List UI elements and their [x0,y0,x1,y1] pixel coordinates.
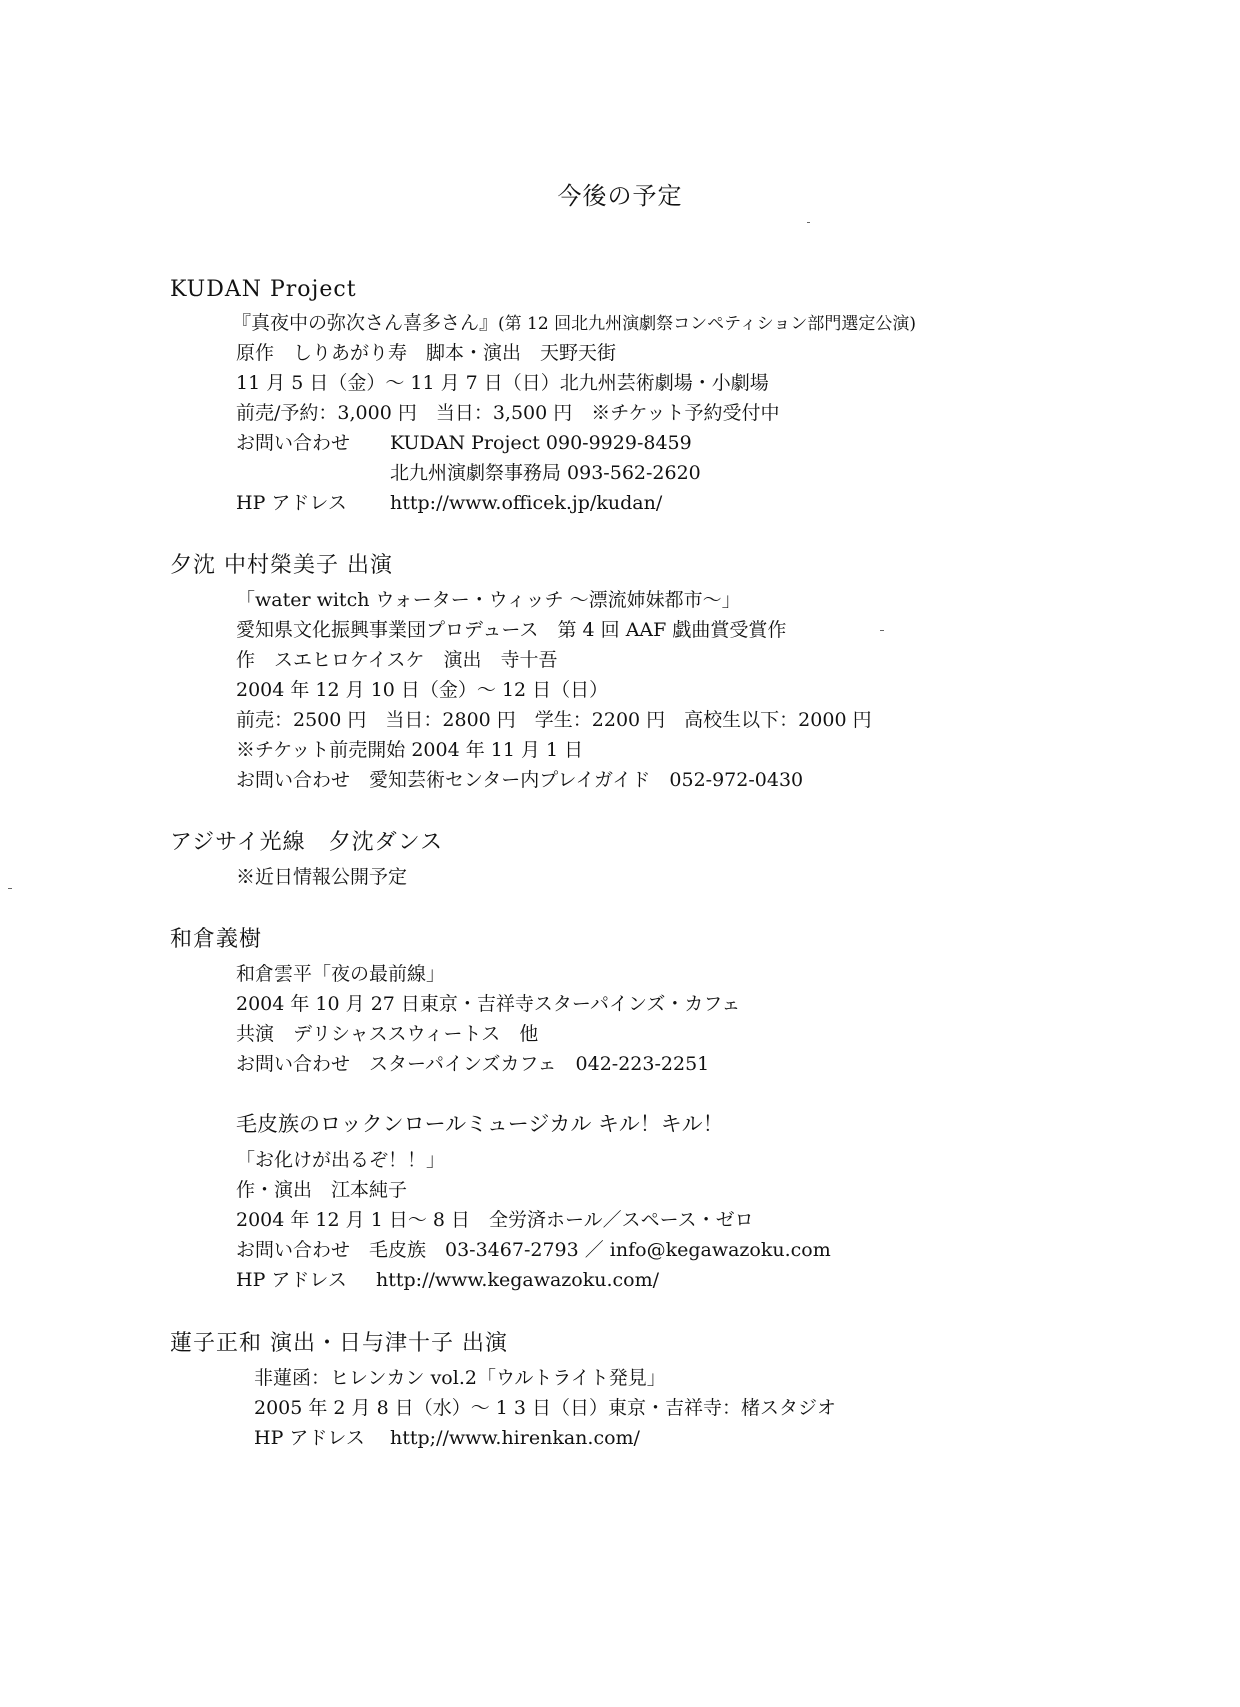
kudan-dates: 11 月 5 日（金）～ 11 月 7 日（日）北九州芸術劇場・小劇場 [236,372,769,394]
kudan-contact-1: KUDAN Project 090-9929-8459 [390,432,692,454]
yuchin-contact: お問い合わせ 愛知芸術センター内プレイガイド 052-972-0430 [236,769,804,791]
scan-speck [880,630,884,631]
ajisai-note: ※近日情報公開予定 [236,866,408,888]
wakura-event2-dates: 2004 年 12 月 1 日～ 8 日 全労済ホール／スペース・ゼロ [236,1209,754,1231]
wakura-event1-dates: 2004 年 10 月 27 日東京・吉祥寺スターパインズ・カフェ [236,993,741,1015]
wakura-event1-cast: 共演 デリシャススウィートス 他 [236,1023,539,1045]
hasuko-hp-label: HP アドレス [254,1427,365,1449]
section-heading-ajisai: アジサイ光線 夕沈ダンス [170,830,444,855]
hasuko-dates: 2005 年 2 月 8 日（水）～ 1 3 日（日）東京・吉祥寺：楮スタジオ [254,1397,837,1419]
kudan-credits: 原作 しりあがり寿 脚本・演出 天野天街 [236,342,617,364]
yuchin-price: 前売：2500 円 当日：2800 円 学生：2200 円 高校生以下：2000 円 [236,709,872,731]
wakura-event2-subtitle: 「お化けが出るぞ！！」 [236,1149,446,1171]
yuchin-ticket-note: ※チケット前売開始 2004 年 11 月 1 日 [236,739,584,761]
section-heading-kudan: KUDAN Project [170,277,357,302]
yuchin-producer: 愛知県文化振興事業団プロデュース 第 4 回 AAF 戯曲賞受賞作 [236,619,787,641]
hasuko-title: 非蓮函：ヒレンカン vol.2「ウルトライト発見」 [254,1367,666,1389]
wakura-event2-hp-label: HP アドレス [236,1269,347,1291]
yuchin-credits: 作 スエヒロケイスケ 演出 寺十吾 [236,649,558,671]
hasuko-hp-url: http;//www.hirenkan.com/ [390,1427,640,1449]
wakura-event2-contact: お問い合わせ 毛皮族 03-3467-2793 ／ info@kegawazoku.com [236,1239,831,1261]
section-heading-yuchin: 夕沈 中村榮美子 出演 [170,553,393,578]
kudan-play-line [232,311,916,336]
scan-speck [807,222,810,223]
section-heading-hasuko: 蓮子正和 演出・日与津十子 出演 [170,1331,508,1356]
wakura-event1-contact: お問い合わせ スターパインズカフェ 042-223-2251 [236,1053,710,1075]
wakura-event2-credits: 作・演出 江本純子 [236,1179,408,1201]
page-title: 今後の予定 [557,182,683,210]
kudan-hp-label: HP アドレス [236,492,347,514]
kudan-contact-label: お問い合わせ [236,432,351,454]
kudan-play-title: 『真夜中の弥次さん喜多さん』 [232,312,499,334]
wakura-event2-hp-url: http://www.kegawazoku.com/ [376,1269,660,1291]
wakura-event1-title: 和倉雲平「夜の最前線」 [236,963,446,985]
kudan-price: 前売/予約：3,000 円 当日：3,500 円 ※チケット予約受付中 [236,402,780,424]
kudan-play-note: (第 12 回北九州演劇祭コンペティション部門選定公演) [498,314,917,334]
kudan-contact-2: 北九州演劇祭事務局 093-562-2620 [390,462,701,484]
scan-speck [8,888,12,889]
yuchin-play-title: 「water witch ウォーター・ウィッチ ～漂流姉妹都市～」 [236,589,741,611]
section-heading-wakura: 和倉義樹 [170,927,263,952]
yuchin-dates: 2004 年 12 月 10 日（金）～ 12 日（日） [236,679,609,701]
wakura-event2-title: 毛皮族のロックンロールミュージカル キル！キル！ [236,1112,724,1136]
kudan-hp-url: http://www.officek.jp/kudan/ [390,492,663,514]
